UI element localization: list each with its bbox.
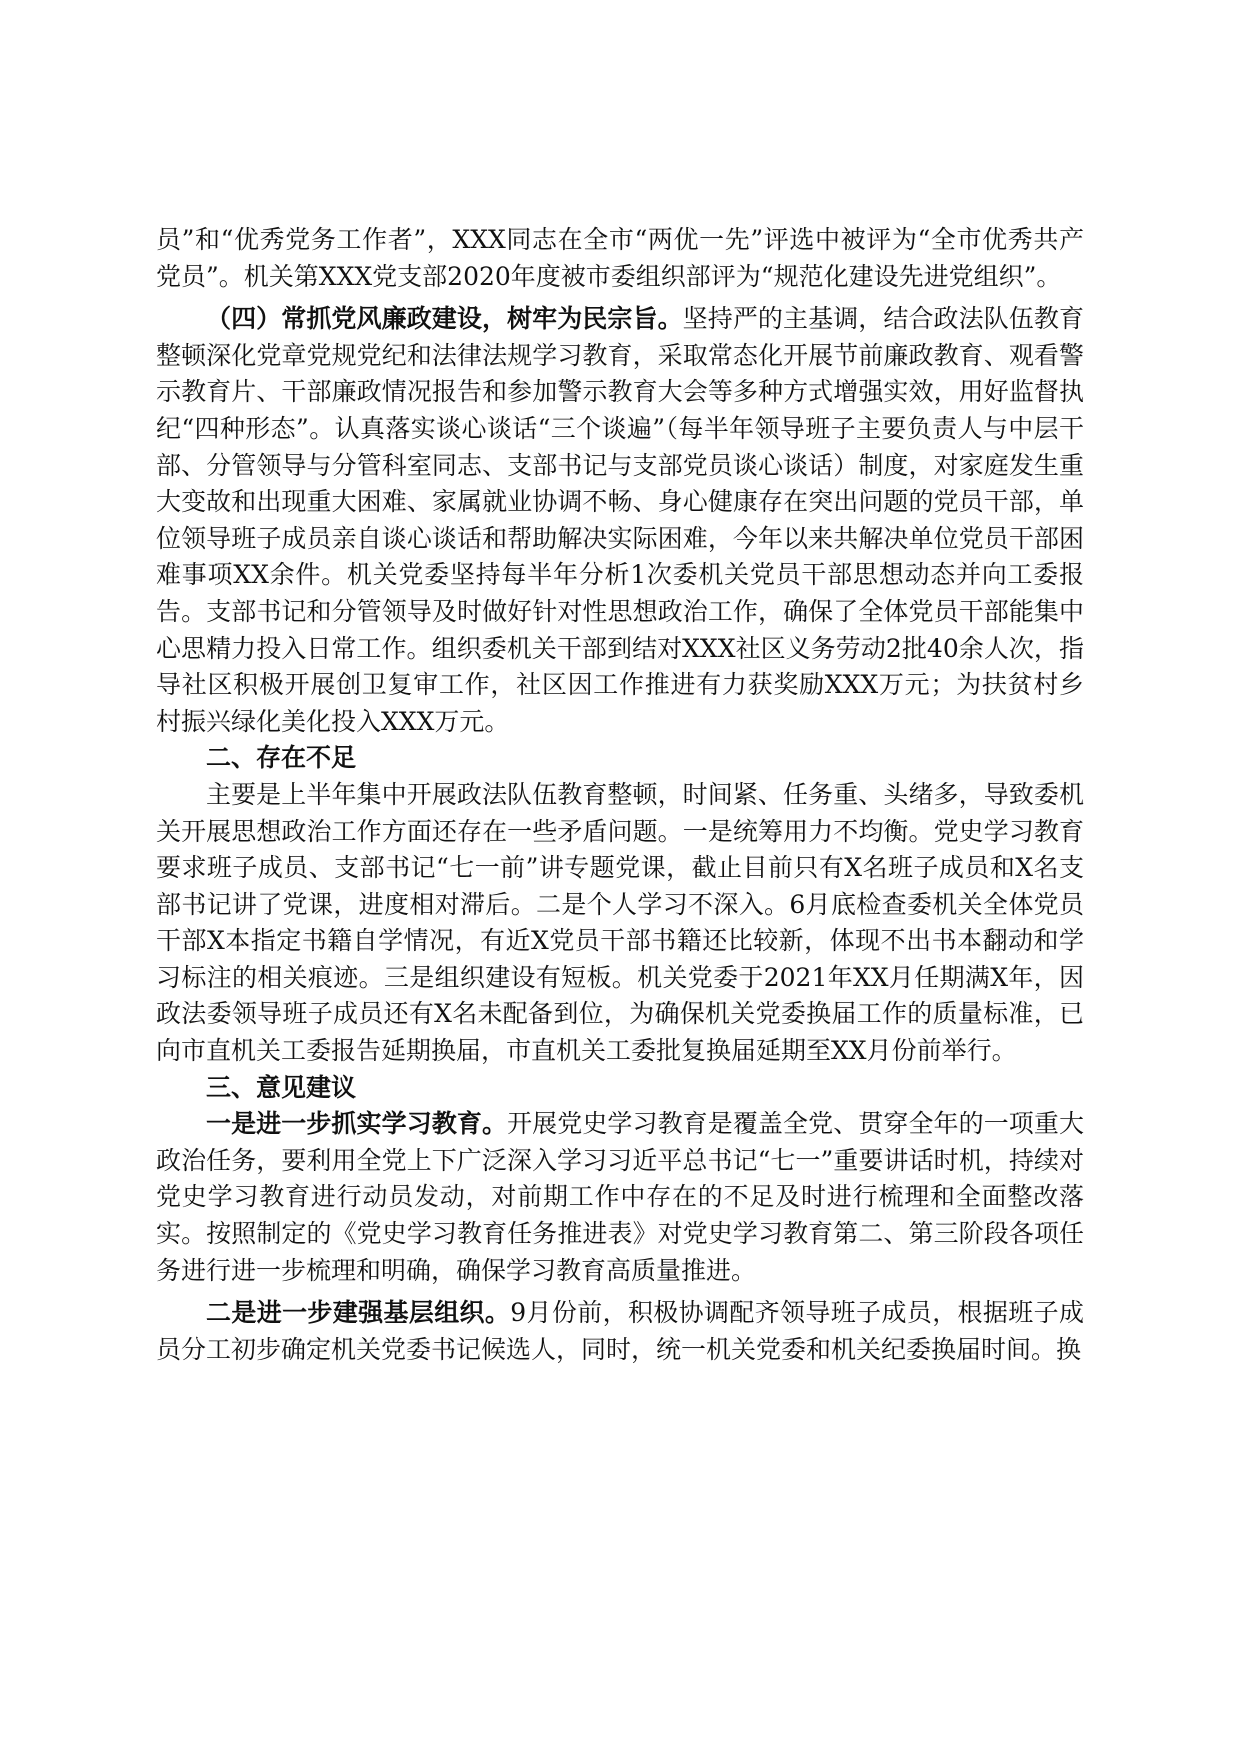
paragraph-lead: （四）常抓党风廉政建设，树牢为民宗旨。 <box>206 304 683 334</box>
paragraph-suggestion-study <box>156 1106 1084 1289</box>
section-heading-suggestions: 三、意见建议 <box>206 1072 357 1102</box>
paragraph-text: 员”和“优秀党务工作者”，XXX同志在全市“两优一先”评选中被评为“全市优秀共产党员”。机关第XXX党支部2020年度被市委组织部评为“规范化建设先进党组织”。 <box>156 225 1084 291</box>
paragraph-lead: 一是进一步抓实学习教育。 <box>206 1109 508 1139</box>
paragraph-continuation <box>156 222 1084 295</box>
paragraph-shortcomings <box>156 777 1084 1070</box>
paragraph-suggestion-organization <box>156 1295 1084 1368</box>
section-heading-shortcomings: 二、存在不足 <box>206 743 357 773</box>
paragraph-integrity-building <box>156 301 1084 740</box>
paragraph-text: 开展党史学习教育是覆盖全党、贯穿全年的一项重大政治任务，要利用全党上下广泛深入学习习近平总书记“七一”重要讲话时机，持续对党史学习教育进行动员发动，对前期工作中存在的不足及时进行梳理和全面整改落实。按照制定的《党史学习教育任务推进表》对党史学习教育第二、第三阶段各项任务进行进一步梳理和明确，确保学习教育高质量推进。 <box>156 1109 1084 1285</box>
paragraph-text: 9月份前，积极协调配齐领导班子成员，根据班子成员分工初步确定机关党委书记候选人，同时，统一机关党委和机关纪委换届时间。换 <box>156 1298 1084 1364</box>
paragraph-text: 主要是上半年集中开展政法队伍教育整顿，时间紧、任务重、头绪多，导致委机关开展思想政治工作方面还存在一些矛盾问题。一是统筹用力不均衡。党史学习教育要求班子成员、支部书记“七一前”讲专题党课，截止目前只有X名班子成员和X名支部书记讲了党课，进度相对滞后。二是个人学习不深入。6月底检查委机关全体党员干部X本指定书籍自学情况，有近X党员干部书籍还比较新，体现不出书本翻动和学习标注的相关痕迹。三是组织建设有短板。机关党委于2021年XX月任期满X年，因政法委领导班子成员还有X名未配备到位，为确保机关党委换届工作的质量标准，已向市直机关工委报告延期换届，市直机关工委批复换届延期至XX月份前举行。 <box>156 779 1084 1066</box>
document-body <box>156 222 1084 1368</box>
paragraph-text: 坚持严的主基调，结合政法队伍教育整顿深化党章党规党纪和法律法规学习教育，采取常态化开展节前廉政教育、观看警示教育片、干部廉政情况报告和参加警示教育大会等多种方式增强实效，用好监督执纪“四种形态”。认真落实谈心谈话“三个谈遍”（每半年领导班子主要负责人与中层干部、分管领导与分管科室同志、支部书记与支部党员谈心谈话）制度，对家庭发生重大变故和出现重大困难、家属就业协调不畅、身心健康存在突出问题的党员干部，单位领导班子成员亲自谈心谈话和帮助解决实际困难，今年以来共解决单位党员干部困难事项XX余件。机关党委坚持每半年分析1次委机关党员干部思想动态并向工委报告。支部书记和分管领导及时做好针对性思想政治工作，确保了全体党员干部能集中心思精力投入日常工作。组织委机关干部到结对XXX社区义务劳动2批40余人次，指导社区积极开展创卫复审工作，社区因工作推进有力获奖励XXX万元；为扶贫村乡村振兴绿化美化投入XXX万元。 <box>156 304 1084 736</box>
paragraph-lead: 二是进一步建强基层组织。 <box>206 1298 511 1328</box>
